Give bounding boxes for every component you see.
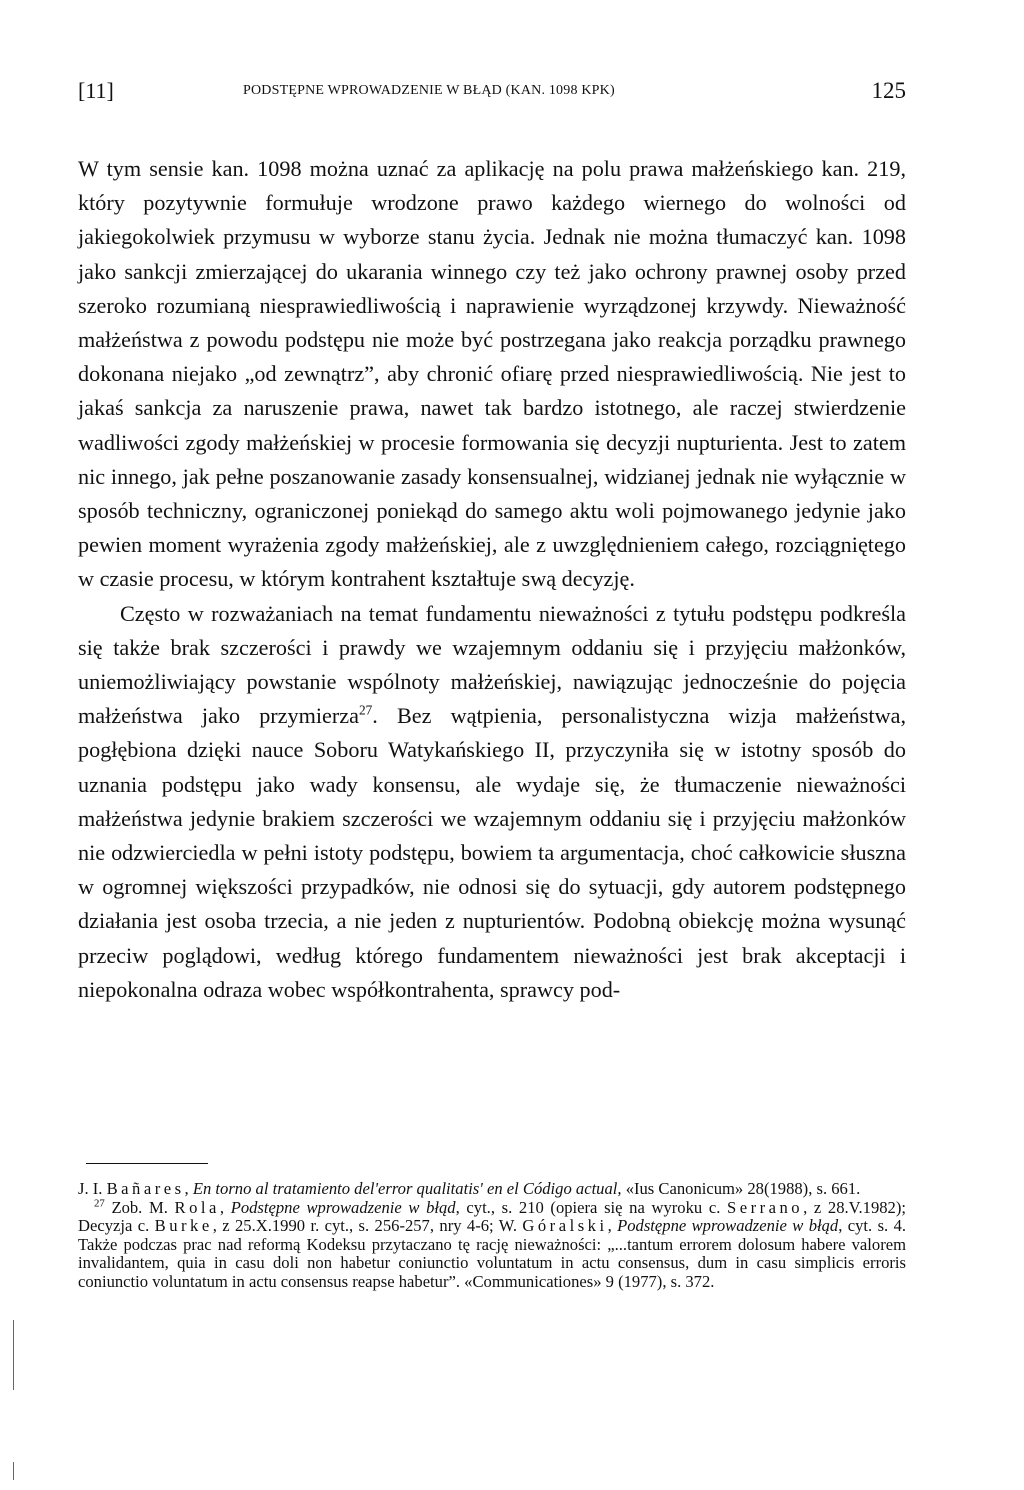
footnote-number: 27 <box>94 1197 105 1210</box>
section-number: [11] <box>78 78 114 103</box>
footnote-author-burke: Burke <box>154 1216 213 1236</box>
footnote-27: $^{27}$ Zob. M. Rola, Podstępne wprowadzenie w błąd, cyt., s. 210 (opiera się na wyroku c. Serrano, z 28.V.1982); Decyzja c. Burke, z 25.X.1990 r. cyt., s. 256-257, nry 4-6; W. Góralski, Podstępne wprowadzenie w błąd, cyt. s. 4. Także podczas prac nad reformą Kodeksu przytaczano tę rację nieważności: „...tantum errorem dolosum habere valorem invalidantem, quia in casu doli non habetur coniunctio voluntatum in actu consensus, dum in casu simplicis erroris coniunctio voluntatum in actu consensus reapse habetur”. «Communicationes» 9 (1977), s. 372. <box>78 1197 907 1291</box>
footnote-title: Podstępne wprowadzenie w błąd <box>230 1197 456 1217</box>
footnote-text: , cyt., s. 210 (opiera się na wyroku c. <box>455 1197 721 1217</box>
footnote-text: , cyt. s. 4. Także podczas prac nad reformą Kodeksu przytaczano tę rację nieważności: „...tantum errorem dolosum habere valorem invalidantem, quia in casu doli non habetur coniunctio voluntatum in actu consensus, dum in casu simplicis erroris coniunctio voluntatum in actu consensus reapse habetur”. «Communicationes» 9 (1977), s. 372. <box>78 1216 907 1291</box>
paragraph-2-text-a: Często w rozważaniach na temat fundamentu nieważności z tytułu podstępu podkreśla się także brak szczerości i prawdy we wzajemnym oddaniu się i przyjęciu małżonków, uniemożliwiający powstanie wspólnoty małżeńskiej, nawiązując jednocześnie do pojęcia małżeństwa jako przymierza <box>78 600 906 729</box>
footnote-ref-27[interactable]: 27 <box>358 702 373 718</box>
footnote-source: «Ius Canonicum» 28(1988), s. 661. <box>625 1179 861 1198</box>
footnotes <box>78 1180 906 1292</box>
running-title: PODSTĘPNE WPROWADZENIE W BŁĄD (KAN. 1098 KPK) <box>243 83 615 98</box>
footnote-author-goralski: Góralski <box>522 1216 608 1236</box>
scan-margin-mark <box>13 1320 14 1390</box>
paragraph-2-text-b: . Bez wątpienia, personalistyczna wizja małżeństwa, pogłębiona dzięki nauce Soboru Watykańskiego II, przyczyniła się w istotny sposób do uznania podstępu jako wady konsensu, ale wydaje się, że tłumaczenie nieważności małżeństwa jedynie brakiem szczerości we wzajemnym oddaniu się i przyjęciu małżonków nie odzwierciedla w pełni istoty podstępu, bowiem ta argumentacja, choć całkowicie słuszna w ogromnej większości przypadków, nie odnosi się do sytuacji, gdy autorem podstępnego działania jest osoba trzecia, a nie jeden z nupturientów. Podobną obiekcję można wysunąć przeciw poglądowi, według którego fundamentem nieważności jest brak akceptacji i niepokonalna odraza wobec współkontrahenta, sprawcy pod- <box>78 703 906 1002</box>
scan-margin-mark <box>13 1462 14 1480</box>
footnote-author-rola: Rola <box>174 1197 220 1217</box>
footnote-title: En torno al tratamiento del'error qualitatis' en el Código actual, <box>192 1179 622 1198</box>
running-header <box>78 74 906 114</box>
footnote-text: Zob. M. <box>111 1197 168 1217</box>
footnote-initials: J. I. <box>78 1179 103 1198</box>
paragraph-1: W tym sensie kan. 1098 można uznać za aplikację na polu prawa małżeńskiego kan. 219, który pozytywnie formułuje wrodzone prawo każdego wiernego do wolności od jakiegokolwiek przymusu w wyborze stanu życia. Jednak nie można tłumaczyć kan. 1098 jako sankcji zmierzającej do ukarania winnego czy też jako ochrony prawnej osoby przed szeroko rozumianą niesprawiedliwością i naprawienie wyrządzonej krzywdy. Nieważność małżeństwa z powodu podstępu nie może być postrzegana jako reakcja porządku prawnego dokonana niejako „od zewnątrz”, aby chronić ofiarę przed niesprawiedliwością. Nie jest to jakaś sankcja za naruszenie prawa, nawet tak bardzo istotnego, ale raczej stwierdzenie wadliwości zgody małżeńskiej w procesie formowania się decyzji nupturienta. Jest to zatem nic innego, jak pełne poszanowanie zasady konsensualnej, widzianej jednak nie wyłącznie w sposób techniczny, ograniczonej poniekąd do samego aktu woli pojmowanego jedynie jako pewien moment wyrażenia zgody małżeńskiej, ale z uwzględnieniem całego, rozciągniętego w czasie procesu, w którym kontrahent kształtuje swą decyzję. <box>78 156 906 592</box>
paragraph-2 <box>78 597 906 1007</box>
main-text <box>78 152 906 1007</box>
footnote-title: Podstępne wprowadzenie w błąd <box>617 1216 839 1236</box>
footnote-author: Bañares <box>106 1179 185 1198</box>
page-number: 125 <box>871 78 906 103</box>
footnote-separator <box>86 1163 208 1164</box>
footnote-continued: J. I. Bañares, En torno al tratamiento del'error qualitatis' en el Código actual, «Ius Canonicum» 28(1988), s. 661. <box>78 1179 861 1198</box>
footnote-text: , z 25.X.1990 r. cyt., s. 256-257, nry 4-6; W. <box>212 1216 518 1236</box>
footnote-author-serrano: Serrano <box>727 1197 804 1217</box>
footnote-text: , z 28.V.1982); Decyzja c. <box>78 1197 906 1236</box>
